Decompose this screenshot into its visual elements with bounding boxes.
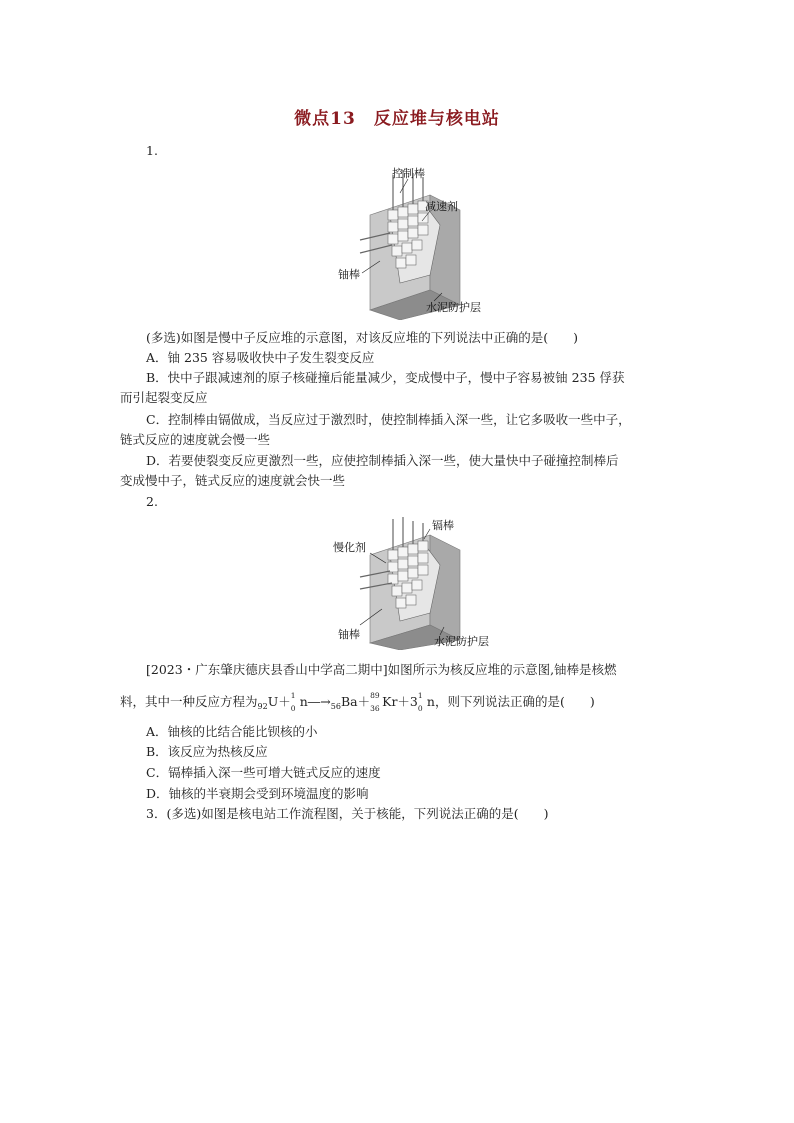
eq-u-z: 92: [257, 702, 268, 711]
q2-stem-pre: 料，其中一种反应方程为: [120, 694, 258, 709]
q1-option-c-line1: C．控制棒由镉做成，当反应过于激烈时，使控制棒插入深一些，让它多吸收一些中子，: [146, 412, 631, 427]
eq-n1-a: 1: [290, 691, 296, 700]
label-moderator: 减速剂: [425, 200, 458, 213]
label-uranium-rod-2: 铀棒: [338, 628, 360, 641]
q2-stem-line2: [120, 691, 595, 715]
eq-u: U＋: [267, 694, 291, 709]
q2-option-a: A．铀核的比结合能比钡核的小: [146, 724, 318, 739]
eq-kr-a: 89: [370, 691, 380, 700]
q1-option-a: A．铀 235 容易吸收快中子发生裂变反应: [146, 350, 375, 365]
q3-stem: 3．(多选)如图是核电站工作流程图，关于核能，下列说法正确的是( ): [146, 806, 549, 821]
q2-option-b: B．该反应为热核反应: [146, 744, 268, 759]
page-title: 微点13 反应堆与核电站: [294, 109, 500, 129]
eq-n1: n―→: [299, 694, 331, 709]
eq-n2: n: [426, 694, 435, 709]
eq-n1-nuclide: [290, 691, 300, 713]
label-uranium-rod: 铀棒: [338, 268, 360, 281]
eq-kr-z: 36: [370, 704, 380, 713]
eq-ba-z: 56: [330, 702, 341, 711]
q1-reactor-figure: [330, 165, 490, 320]
q1-option-d-line2: 变成慢中子，链式反应的速度就会快一些: [120, 473, 346, 488]
q2-stem-post: ，则下列说法正确的是( ): [434, 694, 595, 709]
eq-n2-nuclide: [417, 691, 427, 713]
eq-kr-nuclide: [370, 691, 382, 713]
q2-option-d: D．铀核的半衰期会受到环境温度的影响: [146, 786, 369, 801]
eq-n1-z: 0: [290, 704, 296, 713]
eq-n2-z: 0: [417, 704, 423, 713]
q2-option-c: C．镉棒插入深一些可增大链式反应的速度: [146, 765, 381, 780]
q2-reactor-figure: [330, 515, 495, 650]
label-moderator-2: 慢化剂: [333, 541, 366, 554]
q1-option-b-line2: 而引起裂变反应: [120, 390, 208, 405]
q1-number: 1.: [146, 143, 158, 158]
label-cadmium-rod: 镉棒: [432, 519, 454, 532]
eq-ba: Ba＋: [340, 694, 371, 709]
label-control-rod: 控制棒: [392, 167, 425, 180]
label-concrete: 水泥防护层: [426, 301, 481, 314]
q1-option-b-line1: B．快中子跟减速剂的原子核碰撞后能量减少，变成慢中子，慢中子容易被铀 235 俘获: [146, 370, 625, 385]
q2-stem-line1: [2023・广东肇庆德庆县香山中学高二期中]如图所示为核反应堆的示意图,铀棒是核燃: [146, 662, 617, 677]
eq-n2-a: 1: [417, 691, 423, 700]
q1-option-c-line2: 链式反应的速度就会慢一些: [120, 432, 271, 447]
label-concrete-2: 水泥防护层: [434, 635, 489, 648]
eq-kr: Kr＋3: [382, 694, 418, 709]
q1-option-d-line1: D．若要使裂变反应更激烈一些，应使控制棒插入深一些，使大量快中子碰撞控制棒后: [146, 453, 619, 468]
q1-stem: (多选)如图是慢中子反应堆的示意图，对该反应堆的下列说法中正确的是( ): [146, 330, 579, 345]
q2-number: 2.: [146, 494, 158, 509]
